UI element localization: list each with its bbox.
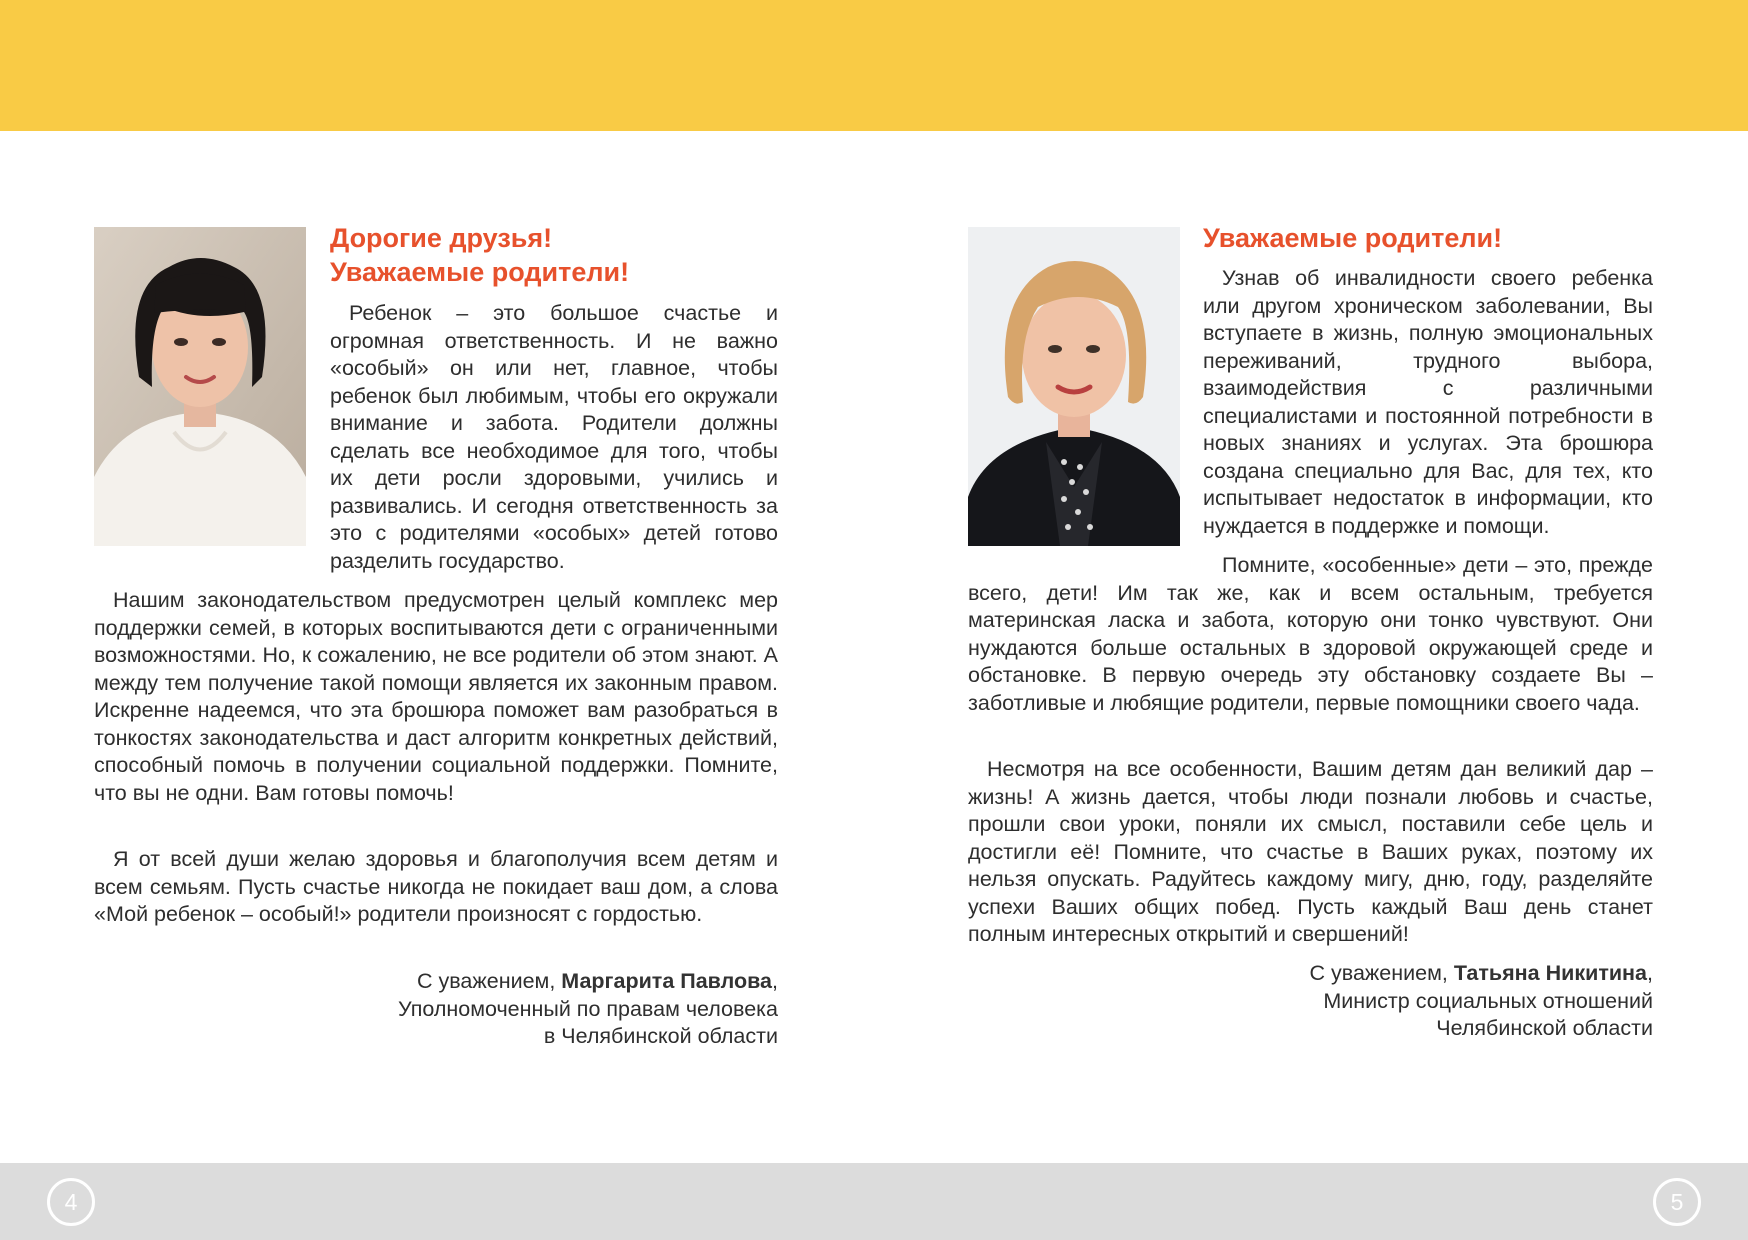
right-signature (1203, 960, 1653, 1043)
portrait-photo-pavlova (94, 227, 306, 546)
right-paragraph-1: Узнав об инвалидности своего ребенка или другом хроническом заболевании, Вы вступаете в жизнь, полную эмоциональных переживаний, трудного выбора, взаимодействия с различными специалистами и постоянной потребности в новых знаниях и услугах. Эта брошюра создана специально для Вас, для тех, кто испытывает недостаток в информации, кто нуждается в поддержке и помощи. (1203, 266, 1653, 538)
signature-suffix: , (1647, 961, 1653, 985)
left-heading (330, 221, 800, 289)
signature-prefix: С уважением, (416, 969, 562, 993)
right-signature-line (1203, 960, 1653, 988)
portrait-woman-blonde-icon (968, 227, 1180, 546)
signature-title-1: Уполномоченный по правам человека (398, 996, 778, 1021)
left-signature (330, 968, 778, 1051)
signature-name: Маргарита Павлова (561, 969, 773, 993)
bottom-color-band (0, 1163, 1748, 1240)
left-paragraph-3: Я от всей души желаю здоровья и благополучия всем детям и всем семьям. Пусть счастье никогда не покидает ваш дом, а слова «Мой ребенок – особый!» родители произносят с гордостью. (94, 847, 778, 926)
right-paragraph-3: Несмотря на все особенности, Вашим детям дан великий дар – жизнь! А жизнь дается, чтобы люди познали любовь и счастье, прошли свои уроки, поняли их смысл, поставили себе цель и достигли её! Помните, что счастье в Ваших руках, поэтому их нельзя опускать. Радуйтесь каждому мигу, дню, году, разделяйте успехи Ваших общих побед. Пусть каждый Ваш день станет полным интересных открытий и свершений! (968, 757, 1653, 946)
portrait-woman-dark-hair-icon (94, 227, 306, 546)
portrait-photo-nikitina (968, 227, 1180, 546)
left-paragraph-2: Нашим законодательством предусмотрен целый комплекс мер поддержки семей, в которых воспитываются дети с ограниченными возможностями. Но, к сожалению, не все родители об этом знают. А между тем получение такой помощи является их законным правом. Искренне надеемся, что эта брошюра поможет вам разобраться в тонкостях законодательства и даст алгоритм конкретных действий, способный помочь в получении социальной поддержки. Помните, что вы не одни. Вам готовы помочь! (94, 588, 778, 805)
left-heading-line-1: Дорогие друзья! (330, 223, 553, 253)
signature-name: Татьяна Никитина (1453, 961, 1648, 985)
page-number-left: 4 (47, 1178, 95, 1226)
page-number-right: 5 (1653, 1178, 1701, 1226)
left-signature-line (330, 968, 778, 996)
signature-prefix: С уважением, (1309, 961, 1454, 985)
signature-title-2: в Челябинской области (543, 1024, 778, 1048)
left-heading-line-2: Уважаемые родители! (330, 257, 630, 287)
right-heading (1203, 221, 1653, 255)
top-color-band (0, 0, 1748, 131)
signature-title-1: Министр социальных отношений (1323, 988, 1653, 1013)
right-paragraph-2: Помните, «особенные» дети – это, прежде всего, дети! Им так же, как и всем остальным, требуется материнская ласка и забота, которую они тонко чувствуют. Они нуждаются больше остальных в здоровой окружающей среде и обстановке. В первую очередь эту обстановку создаете Вы – заботливые и любящие родители, первые помощники своего чада. (968, 553, 1653, 715)
left-paragraph-1: Ребенок – это большое счастье и огромная ответственность. И не важно «особый» он или нет, главное, чтобы ребенок был любимым, чтобы его окружали внимание и забота. Родители должны сделать все необходимое для того, чтобы их дети росли здоровыми, учились и развивались. И сегодня ответственность за это с родителями «особых» детей готово разделить государство. (330, 301, 778, 573)
signature-title-2: Челябинской области (1436, 1016, 1653, 1040)
signature-suffix: , (772, 969, 778, 993)
right-heading-line-1: Уважаемые родители! (1203, 223, 1503, 253)
